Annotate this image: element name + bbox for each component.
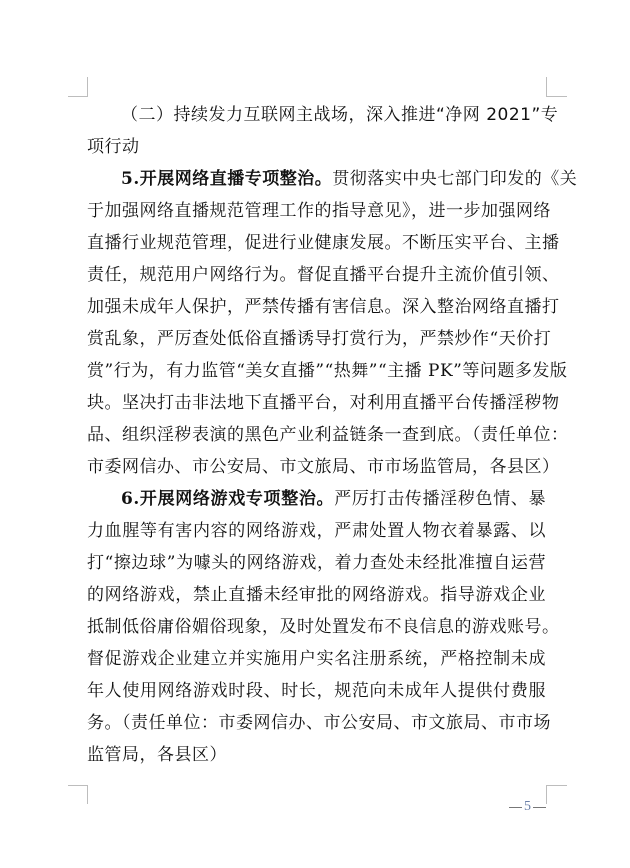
paragraph-line xyxy=(87,163,578,195)
paragraph-line: 责任，规范用户网络行为。督促直播平台提升主流价值引领、 xyxy=(87,265,560,285)
paragraph-line: 加强未成年人保护，严禁传播有害信息。深入整治网络直播打 xyxy=(87,297,560,317)
paragraph-line: 抵制低俗庸俗媚俗现象，及时处置发布不良信息的游戏账号。 xyxy=(87,617,560,637)
paragraph-line: 于加强网络直播规范管理工作的指导意见》，进一步加强网络 xyxy=(87,201,551,221)
paragraph-text: 严厉打击传播淫秽色情、暴 xyxy=(334,489,546,509)
paragraph-line: 督促游戏企业建立并实施用户实名注册系统，严格控制未成 xyxy=(87,649,546,669)
paragraph-5 xyxy=(87,163,578,483)
paragraph-line: 赏”行为，有力监管“美女直播”“热舞”“主播 PK”等问题多发版 xyxy=(87,361,568,381)
page-footer xyxy=(507,799,548,815)
crop-mark-bottom-right xyxy=(546,785,567,804)
crop-mark-top-right xyxy=(546,77,567,97)
paragraph-line: 监管局，各县区） xyxy=(87,745,227,765)
paragraph-6 xyxy=(87,483,560,771)
paragraph-line: 年人使用网络游戏时段、时长，规范向未成年人提供付费服 xyxy=(87,681,546,701)
paragraph-line: 块。坚决打击非法地下直播平台，对利用直播平台传播淫秽物 xyxy=(87,393,560,413)
crop-mark-bottom-left xyxy=(68,785,88,804)
crop-mark-top-left xyxy=(68,77,88,97)
paragraph-line: 赏乱象，严厉查处低俗直播诱导打赏行为，严禁炒作“天价打 xyxy=(87,329,552,349)
dash-right xyxy=(533,807,546,808)
paragraph-line: 务。（责任单位：市委网信办、市公安局、市文旅局、市市场 xyxy=(87,713,551,733)
paragraph-line: 直播行业规范管理，促进行业健康发展。不断压实平台、主播 xyxy=(87,233,560,253)
heading-line: 项行动 xyxy=(87,137,140,157)
document-page xyxy=(87,99,578,771)
paragraph-line: 的网络游戏，禁止直播未经审批的网络游戏。指导游戏企业 xyxy=(87,585,546,605)
paragraph-line: 品、组织淫秽表演的黑色产业利益链条一查到底。（责任单位： xyxy=(87,425,569,445)
section-heading xyxy=(87,99,559,163)
paragraph-line xyxy=(87,483,546,515)
paragraph-text: 贯彻落实中央七部门印发的《关 xyxy=(332,169,578,189)
dash-left xyxy=(509,807,522,808)
paragraph-line: 打“擦边球”为噱头的网络游戏，着力查处未经批准擅自运营 xyxy=(87,553,546,573)
paragraph-line: 力血腥等有害内容的网络游戏，严肃处置人物衣着暴露、以 xyxy=(87,521,546,541)
page-number: 5 xyxy=(524,799,531,814)
paragraph-title: 5.开展网络直播专项整治。 xyxy=(121,169,333,189)
paragraph-title: 6.开展网络游戏专项整治。 xyxy=(121,489,335,509)
paragraph-line: 市委网信办、市公安局、市文旅局、市市场监管局，各县区） xyxy=(87,457,560,477)
heading-line: （二）持续发力互联网主战场，深入推进“净网 2021”专 xyxy=(121,105,559,125)
